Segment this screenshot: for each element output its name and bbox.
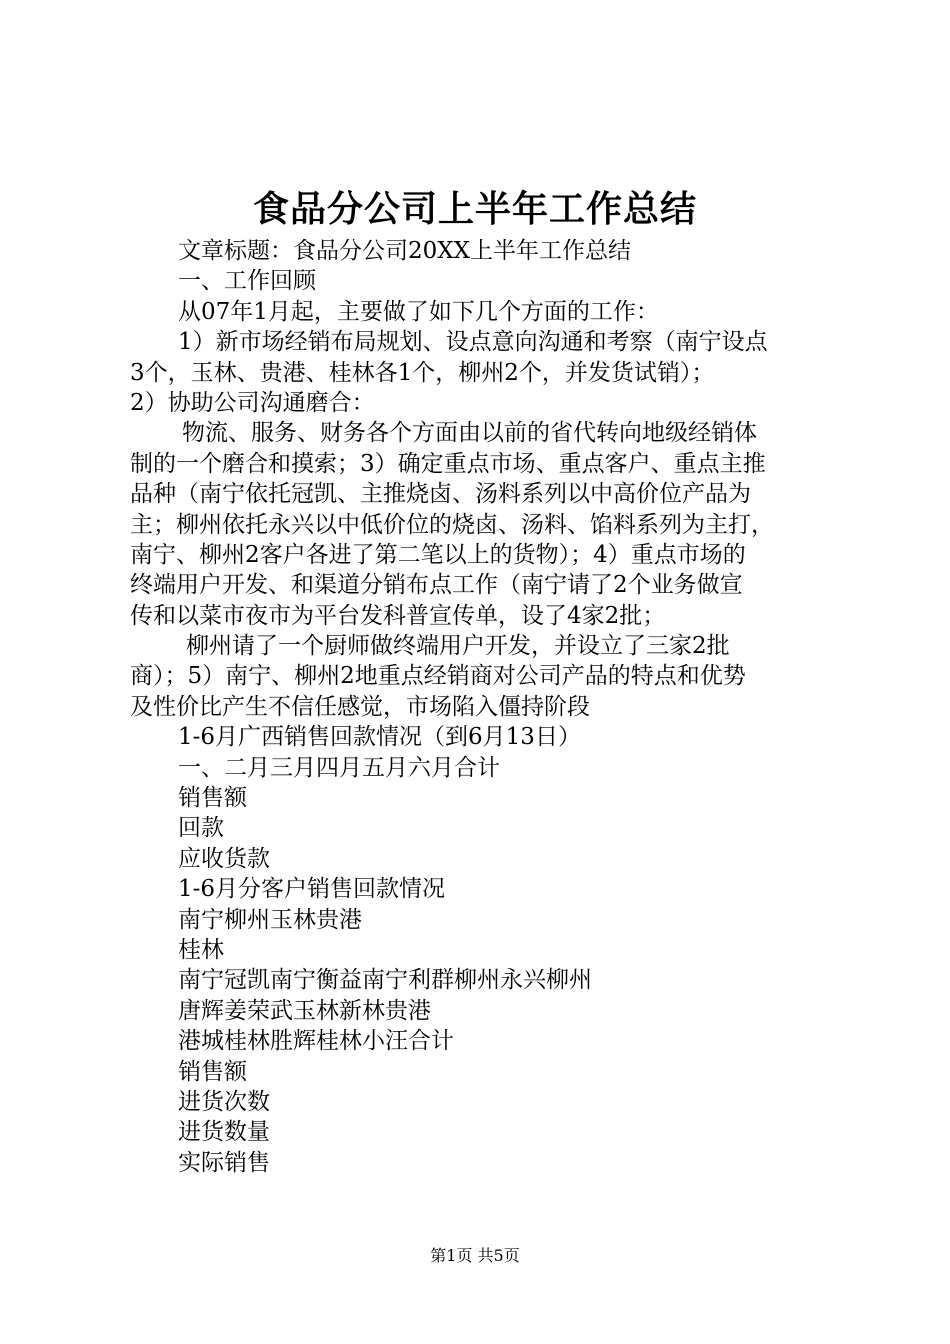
- paragraph-line: 品种（南宁依托冠凯、主推烧卤、汤料系列以中高价位产品为: [130, 481, 751, 508]
- table-caption: 1-6月分客户销售回款情况: [178, 876, 446, 903]
- paragraph-line: 3个，玉林、贵港、桂林各1个，柳州2个，并发货试销）；: [130, 359, 715, 386]
- paragraph-line: 1）新市场经销布局规划、设点意向沟通和考察（南宁设点: [178, 329, 768, 356]
- table-header-row: 一、二月三月四月五月六月合计: [178, 754, 500, 781]
- paragraph-line: 从07年1月起，主要做了如下几个方面的工作：: [178, 298, 659, 325]
- page-number: 第1页 共5页: [430, 1246, 520, 1265]
- article-title-line: 文章标题：食品分公司20XX上半年工作总结: [178, 238, 632, 264]
- table-header-row: 桂林: [178, 936, 224, 963]
- paragraph-line: 制的一个磨合和摸索；3）确定重点市场、重点客户、重点主推: [130, 450, 766, 477]
- paragraph-line: 及性价比产生不信任感觉，市场陷入僵持阶段: [130, 693, 590, 720]
- paragraph-line: 终端用户开发、和渠道分销布点工作（南宁请了2个业务做宣: [130, 572, 743, 599]
- paragraph-line: 传和以菜市夜市为平台发科普宣传单，设了4家2批；: [130, 602, 666, 629]
- document-body: [130, 236, 830, 1178]
- paragraph-line: 主；柳州依托永兴以中低价位的烧卤、汤料、馅料系列为主打，: [130, 511, 774, 538]
- paragraph-line: 物流、服务、财务各个方面由以前的省代转向地级经销体: [182, 420, 757, 447]
- document-title: 食品分公司上半年工作总结: [252, 188, 697, 230]
- table-caption: 1-6月广西销售回款情况（到6月13日）: [178, 724, 581, 751]
- table-header-row: 南宁冠凯南宁衡益南宁利群柳州永兴柳州: [178, 967, 592, 994]
- table-header-row: 唐辉姜荣武玉林新林贵港: [178, 997, 431, 1024]
- table-row-label: 进货数量: [178, 1119, 270, 1146]
- table-row-label: 回款: [178, 815, 224, 842]
- paragraph-line: 2）协助公司沟通磨合：: [130, 389, 375, 416]
- paragraph-line: 商）；5）南宁、柳州2地重点经销商对公司产品的特点和优势: [130, 663, 746, 690]
- table-row-label: 实际销售: [178, 1149, 270, 1176]
- paragraph-line: 柳州请了一个厨师做终端用户开发，并设立了三家2批: [186, 633, 730, 660]
- table-row-label: 销售额: [178, 1058, 247, 1085]
- table-row-label: 销售额: [178, 785, 247, 812]
- paragraph-line: 南宁、柳州2客户各进了第二笔以上的货物）；4）重点市场的: [130, 541, 746, 568]
- table-row-label: 进货次数: [178, 1088, 270, 1115]
- table-row-label: 应收货款: [178, 845, 270, 872]
- table-header-row: 港城桂林胜辉桂林小汪合计: [178, 1028, 454, 1055]
- table-header-row: 南宁柳州玉林贵港: [178, 906, 362, 933]
- section-heading: 一、工作回顾: [178, 268, 316, 295]
